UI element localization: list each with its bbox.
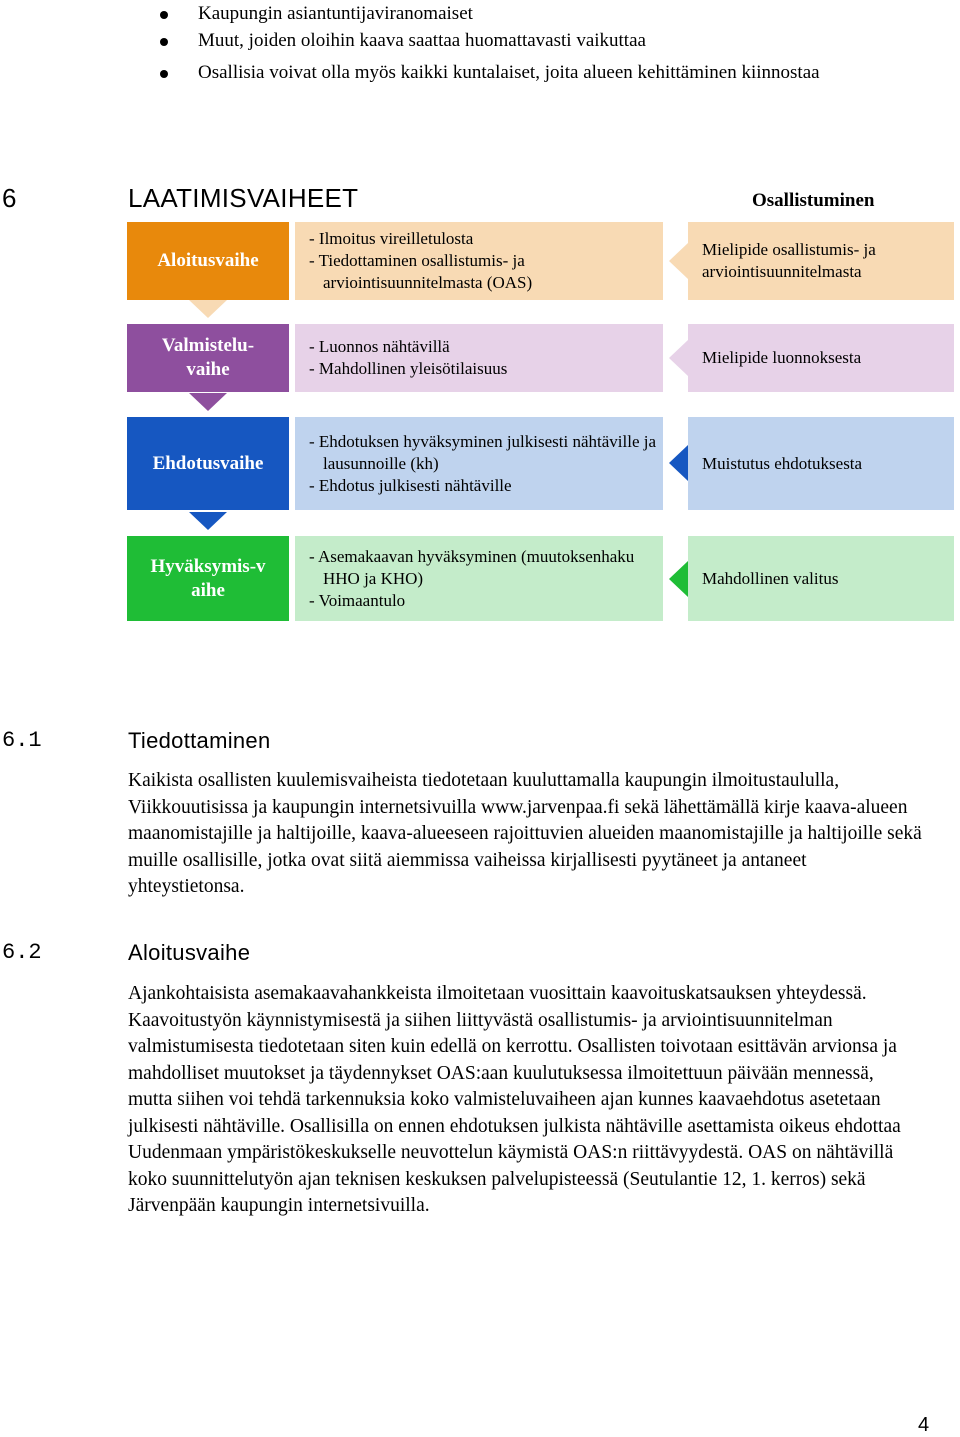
section-paragraph: Ajankohtaisista asemakaavahankkeista ilmoitetaan vuosittain kaavoituskatsauksen yhteydessä. Kaavoitustyön käynnistymisestä ja siihen liittyvästä osallistumis- ja arviointisuunnitelman valmistumisesta tiedotetaan siten kuin edellä on kerrottu. Osallisten toivotaan esittävän arvionsa ja mahdolliset muutokset ja täydennykset OAS:aan kuulutuksessa ilmoitettuun päivään mennessä, mutta siihen voi tehdä tarkennuksia koko valmisteluvaiheen ajan kunnes kaavaehdotus asetetaan julkisesti nähtäville. Osallisilla on ennen ehdotuksen julkista nähtäville asettamista oikeus ehdottaa Uudenmaan ympäristökeskukselle neuvottelun käymistä OAS:n riittävyydestä. OAS on nähtävillä koko suunnittelutyön ajan teknisen keskuksen palvelupisteessä (Seutulantie 12, 1. kerros) sekä Järvenpään kaupungin internetsivuilla. [128,983,901,1216]
arrow-left-icon [669,340,688,376]
participation-box: Muistutus ehdotuksesta [688,417,954,510]
bullet-icon [160,70,168,78]
phase-item: - Ehdotuksen hyväksyminen julkisesti nähtäville ja lausunnoille (kh) [309,431,657,473]
heading-number: 6 [2,183,17,213]
bullet-text: Muut, joiden oloihin kaava saattaa huomattavasti vaikuttaa [198,30,646,51]
arrow-left-icon [669,243,688,279]
phase-valmisteluvaihe [127,324,289,392]
heading-title: LAATIMISVAIHEET [128,183,359,213]
bullet-text: Osallisia voivat olla myös kaikki kuntalaiset, joita alueen kehittäminen kiinnostaa [198,62,820,83]
section-title: Aloitusvaihe [128,940,251,965]
bullet-icon [160,11,168,19]
arrow-down-icon [189,512,227,530]
page-number: 4 [918,1414,930,1436]
participation-box: Mahdollinen valitus [688,536,954,621]
phase-item: - Luonnos nähtävillä [309,337,450,356]
phase-description [295,324,663,392]
phase-name: Hyväksymis-vaihe [150,555,266,601]
phase-name: Valmistelu-vaihe [161,335,255,380]
arrow-down-icon [189,393,227,411]
section-number: 6.1 [2,728,42,753]
phase-description [295,417,663,510]
phase-item: - Mahdollinen yleisötilaisuus [309,359,508,378]
phase-item: - Tiedottaminen osallistumis- ja arviointisuunnitelmasta (OAS) [309,251,533,292]
participation-box: Mielipide luonnoksesta [688,324,954,392]
arrow-left-icon [669,561,688,597]
participation-header: Osallistuminen [752,190,875,211]
phase-item: - Ehdotus julkisesti nähtäville [309,475,512,495]
bullet-icon [160,38,168,46]
phase-description [295,222,663,300]
phase-item: - Ilmoitus vireilletulosta [309,229,474,248]
section-number: 6.2 [2,940,42,965]
phase-item: - Asemakaavan hyväksyminen (muutoksenhaku HHO ja KHO) [309,546,635,588]
bullet-text: Kaupungin asiantuntijaviranomaiset [198,3,473,24]
phase-description [295,536,663,621]
phase-hyvaksymisvaihe [127,536,289,621]
arrow-left-icon [669,445,688,481]
phase-ehdotusvaihe: Ehdotusvaihe [127,417,289,510]
participation-box: Mielipide osallistumis- ja arviointisuunnitelmasta [688,222,954,300]
section-paragraph: Kaikista osallisten kuulemisvaiheista tiedotetaan kuuluttamalla kaupungin ilmoitustaululla, Viikkouutisissa ja kaupungin internetsivuilla www.jarvenpaa.fi sekä lähettämällä kirje kaava-alueen maanomistajille ja haltijoille, kaava-alueeseen rajoittuvien alueiden maanomistajille ja haltijoille sekä muille osallisille, jotka ovat siitä aiemmissa vaiheissa kirjallisesti pyytäneet ja antaneet yhteystietonsa. [128,770,922,897]
phase-item: - Voimaantulo [309,590,406,610]
section-title: Tiedottaminen [128,728,271,753]
phase-aloitusvaihe: Aloitusvaihe [127,222,289,300]
arrow-down-icon [189,300,227,318]
